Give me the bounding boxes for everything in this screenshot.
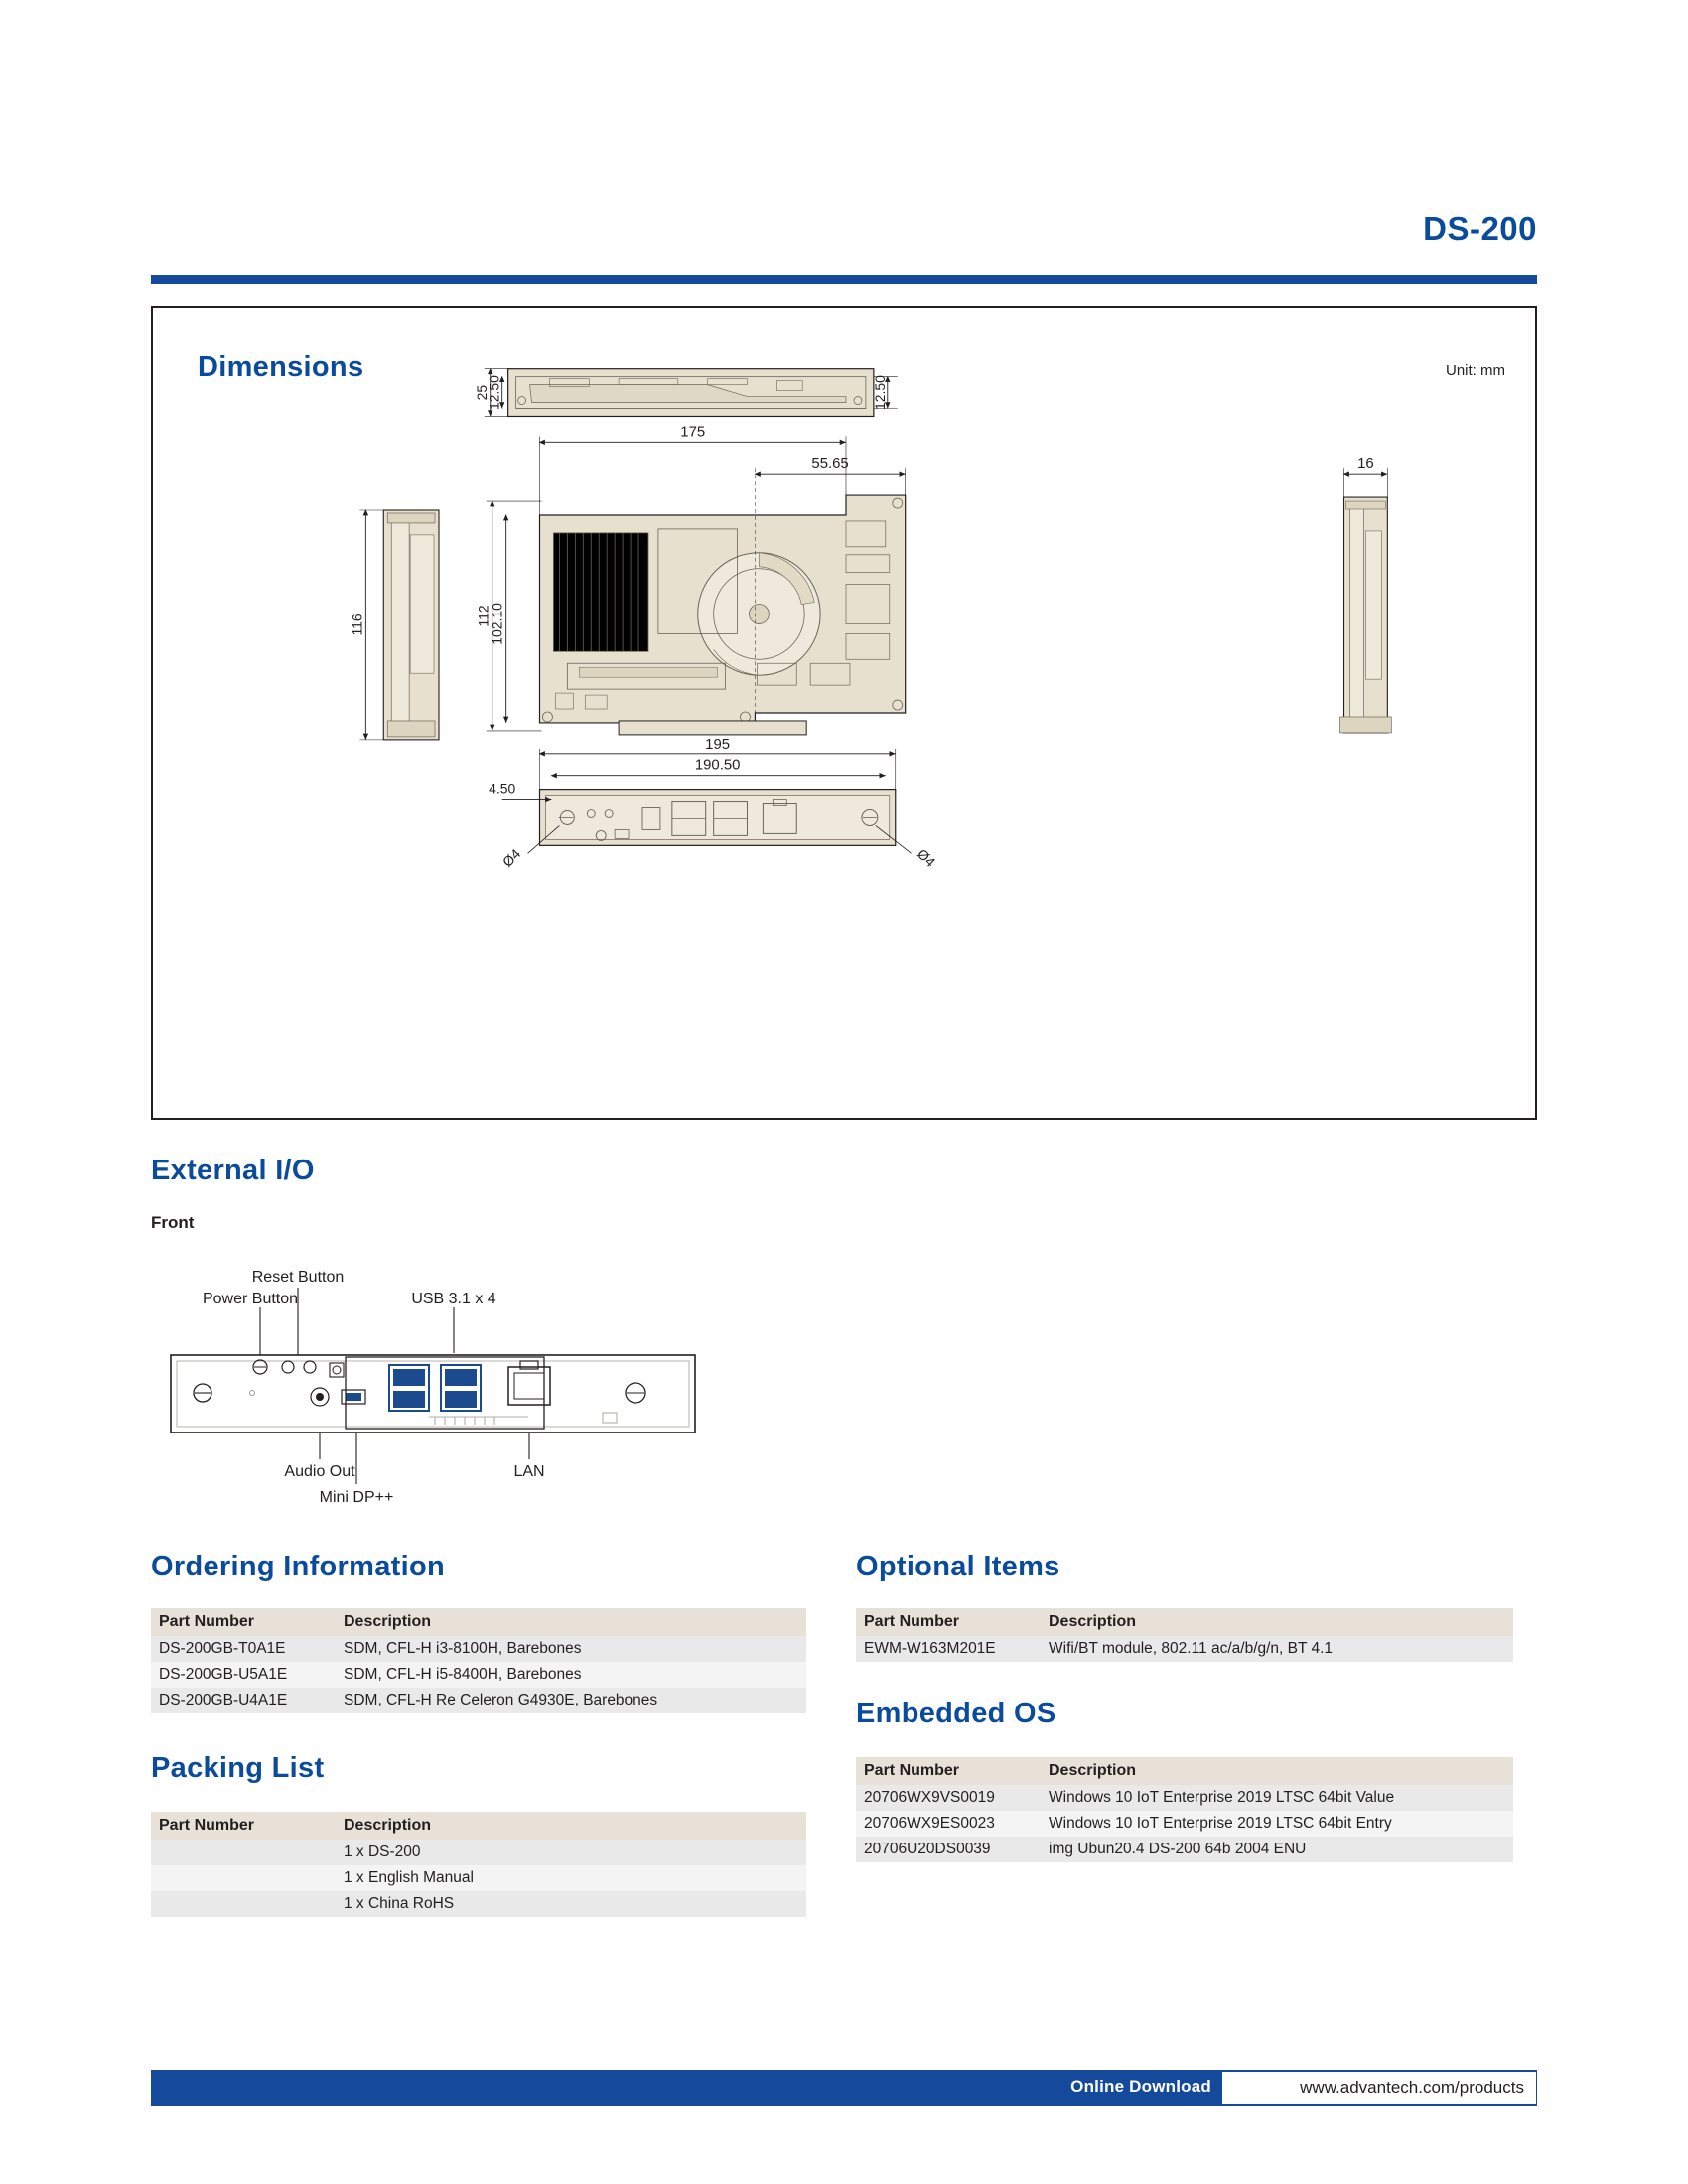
embedded-os-col-part: Part Number (856, 1757, 1041, 1785)
cell-description: Wifi/BT module, 802.11 ac/a/b/g/n, BT 4.1 (1041, 1636, 1513, 1662)
ordering-title: Ordering Information (151, 1551, 445, 1582)
embedded-os-table (856, 1757, 1513, 1862)
svg-text:190.50: 190.50 (694, 756, 741, 774)
footer-download-label: Online Download (1070, 2077, 1211, 2096)
embedded-os-col-desc: Description (1041, 1757, 1513, 1785)
cell-part-number: DS-200GB-U5A1E (151, 1662, 336, 1688)
io-label-minidp: Mini DP++ (319, 1489, 394, 1506)
front-panel-view (489, 736, 938, 870)
cell-part-number: EWM-W163M201E (856, 1636, 1041, 1662)
cell-part-number (151, 1891, 336, 1917)
optional-col-part: Part Number (856, 1608, 1041, 1636)
external-io-title: External I/O (151, 1155, 315, 1186)
ordering-col-desc: Description (336, 1608, 806, 1636)
cell-description: Windows 10 IoT Enterprise 2019 LTSC 64bit Entry (1041, 1811, 1513, 1837)
cell-description: Windows 10 IoT Enterprise 2019 LTSC 64bit Value (1041, 1785, 1513, 1811)
cell-description: 1 x China RoHS (336, 1891, 806, 1917)
svg-text:112: 112 (475, 605, 492, 627)
dimension-drawings (153, 308, 1535, 1118)
svg-text:Ø4: Ø4 (914, 845, 939, 870)
svg-text:Ø4: Ø4 (498, 845, 524, 870)
svg-text:175: 175 (680, 423, 706, 441)
io-label-audio: Audio Out (284, 1463, 355, 1480)
ordering-table (151, 1608, 806, 1713)
cell-description: SDM, CFL-H i5-8400H, Barebones (336, 1662, 806, 1688)
cell-part-number: DS-200GB-U4A1E (151, 1688, 336, 1713)
svg-text:25: 25 (473, 384, 490, 401)
svg-text:16: 16 (1357, 455, 1374, 473)
io-label-reset: Reset Button (251, 1269, 345, 1286)
cell-part-number (151, 1840, 336, 1865)
table-row (151, 1840, 806, 1865)
svg-text:116: 116 (349, 614, 365, 636)
ordering-col-part: Part Number (151, 1608, 336, 1636)
dimensions-panel (151, 306, 1537, 1120)
cell-part-number: 20706WX9VS0019 (856, 1785, 1041, 1811)
svg-text:12.50: 12.50 (871, 375, 888, 411)
svg-text:195: 195 (705, 735, 731, 752)
footer-url-link[interactable]: www.advantech.com/products (1300, 2078, 1524, 2097)
external-io-subtitle: Front (151, 1213, 195, 1232)
cell-part-number: DS-200GB-T0A1E (151, 1636, 336, 1662)
table-row (856, 1811, 1513, 1837)
io-label-power: Power Button (202, 1291, 299, 1307)
left-side-view (349, 510, 439, 740)
plan-view (476, 423, 906, 735)
table-row (856, 1636, 1513, 1662)
packing-table (151, 1812, 806, 1917)
header-divider (151, 275, 1537, 284)
table-row (856, 1785, 1513, 1811)
cell-part-number: 20706U20DS0039 (856, 1837, 1041, 1862)
cell-description: 1 x English Manual (336, 1865, 806, 1891)
optional-title: Optional Items (856, 1551, 1060, 1582)
cell-description: SDM, CFL-H Re Celeron G4930E, Barebones (336, 1688, 806, 1713)
table-row (151, 1688, 806, 1713)
io-label-lan: LAN (513, 1463, 545, 1480)
cell-part-number: 20706WX9ES0023 (856, 1811, 1041, 1837)
optional-col-desc: Description (1041, 1608, 1513, 1636)
io-label-usb: USB 3.1 x 4 (411, 1291, 496, 1307)
optional-table (856, 1608, 1513, 1662)
dimensions-unit-label: Unit: mm (1446, 362, 1505, 379)
device-front-panel (171, 1355, 695, 1433)
svg-text:102.10: 102.10 (489, 603, 505, 645)
packing-col-part: Part Number (151, 1812, 336, 1840)
svg-text:4.50: 4.50 (489, 780, 516, 797)
top-view (474, 369, 898, 417)
table-row (856, 1837, 1513, 1862)
table-row (151, 1865, 806, 1891)
cell-description: 1 x DS-200 (336, 1840, 806, 1865)
svg-text:55.65: 55.65 (811, 455, 849, 473)
packing-title: Packing List (151, 1752, 325, 1784)
dimensions-title: Dimensions (198, 351, 364, 383)
front-io-diagram (151, 1246, 906, 1534)
right-side-view (1340, 455, 1392, 733)
svg-text:12.50: 12.50 (486, 375, 502, 411)
cell-part-number (151, 1865, 336, 1891)
table-row (151, 1662, 806, 1688)
table-row (151, 1891, 806, 1917)
cell-description: SDM, CFL-H i3-8100H, Barebones (336, 1636, 806, 1662)
cell-description: img Ubun20.4 DS-200 64b 2004 ENU (1041, 1837, 1513, 1862)
page-title: DS-200 (1423, 210, 1537, 247)
embedded-os-title: Embedded OS (856, 1698, 1056, 1729)
table-row (151, 1636, 806, 1662)
packing-col-desc: Description (336, 1812, 806, 1840)
